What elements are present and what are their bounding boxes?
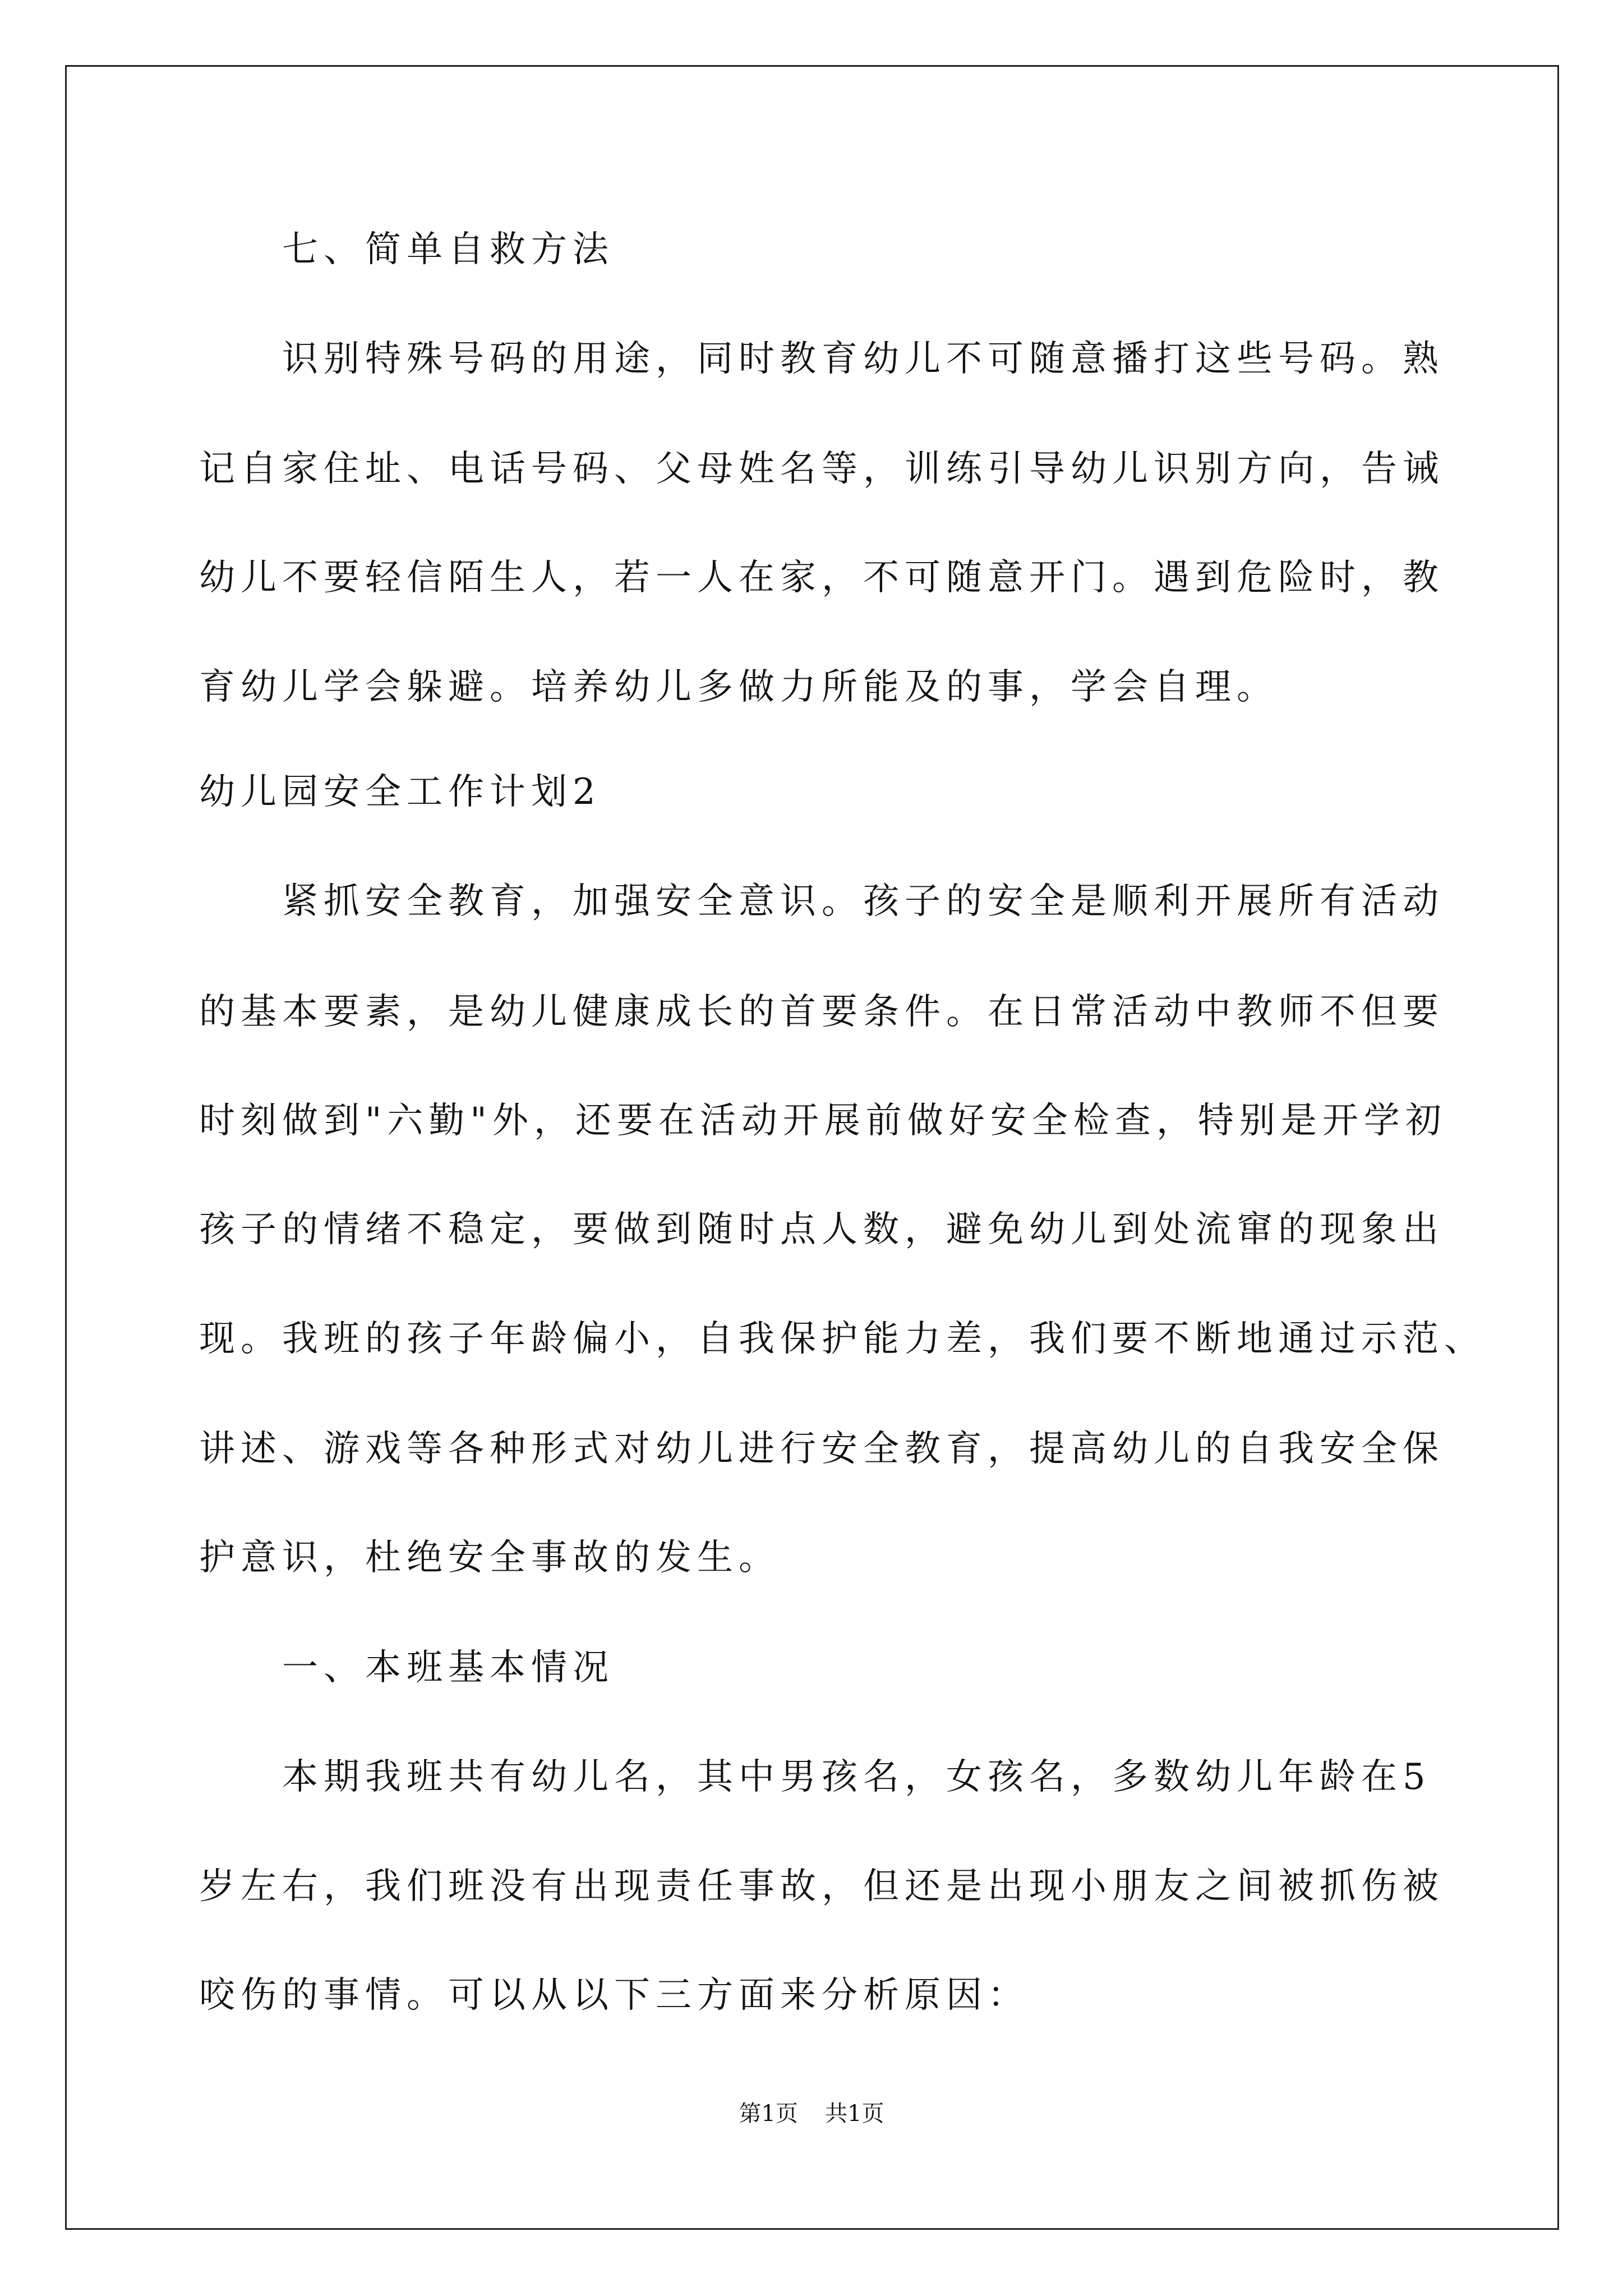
paragraph-line: 紧抓安全教育，加强安全意识。孩子的安全是顺利开展所有活动 xyxy=(282,881,1444,922)
paragraph-line: 本期我班共有幼儿名，其中男孩名，女孩名，多数幼儿年龄在5 xyxy=(282,1756,1431,1798)
paragraph-line: 现。我班的孩子年龄偏小，自我保护能力差，我们要不断地通过示范、 xyxy=(199,1318,1486,1360)
paragraph-line: 幼儿不要轻信陌生人，若一人在家，不可随意开门。遇到危险时，教 xyxy=(199,557,1444,599)
section-heading-self-rescue: 七、简单自救方法 xyxy=(282,229,614,270)
paragraph-line: 讲述、游戏等各种形式对幼儿进行安全教育，提高幼儿的自我安全保 xyxy=(199,1428,1444,1470)
page-total: 共1页 xyxy=(825,2101,884,2127)
page-footer xyxy=(0,2098,1623,2129)
document-title: 幼儿园安全工作计划2 xyxy=(199,771,601,813)
section-heading-class-situation: 一、本班基本情况 xyxy=(282,1647,614,1688)
paragraph-line: 孩子的情绪不稳定，要做到随时点人数，避免幼儿到处流窜的现象出 xyxy=(199,1209,1444,1250)
paragraph-line: 育幼儿学会躲避。培养幼儿多做力所能及的事，学会自理。 xyxy=(199,666,1278,708)
paragraph-line: 记自家住址、电话号码、父母姓名等，训练引导幼儿识别方向，告诫 xyxy=(199,448,1444,490)
page-number: 第1页 xyxy=(739,2101,798,2127)
paragraph-line: 识别特殊号码的用途，同时教育幼儿不可随意播打这些号码。熟 xyxy=(282,338,1444,380)
paragraph-line: 时刻做到"六勤"外，还要在活动开展前做好安全检查，特别是开学初 xyxy=(199,1100,1447,1142)
paragraph-line: 岁左右，我们班没有出现责任事故，但还是出现小朋友之间被抓伤被 xyxy=(199,1866,1444,1907)
paragraph-line: 的基本要素，是幼儿健康成长的首要条件。在日常活动中教师不但要 xyxy=(199,991,1444,1033)
paragraph-line: 咬伤的事情。可以从以下三方面来分析原因： xyxy=(199,1975,1029,2016)
paragraph-line: 护意识，杜绝安全事故的发生。 xyxy=(199,1537,780,1579)
